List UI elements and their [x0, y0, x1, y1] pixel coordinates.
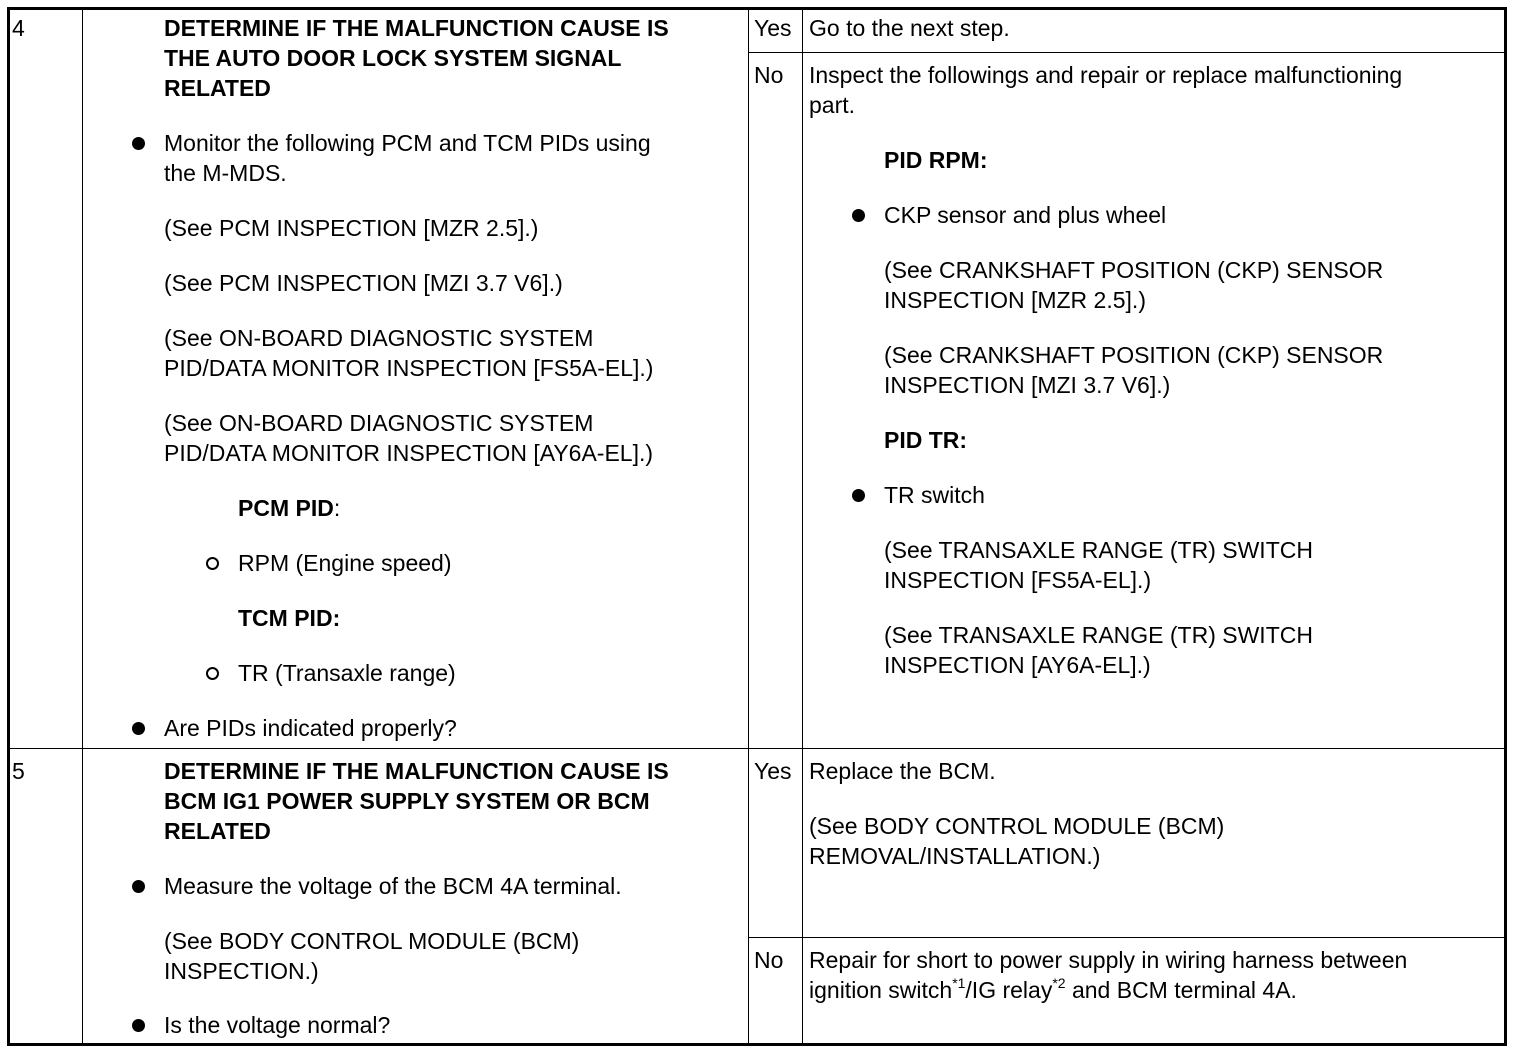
action-text: Monitor the following PCM and TCM PIDs using the M-MDS. — [164, 130, 651, 186]
yes-action: Replace the BCM. — [809, 758, 996, 784]
bullet-icon — [852, 209, 865, 222]
no-label: No — [754, 947, 784, 973]
col-divider-number — [82, 8, 83, 1044]
reference-link[interactable]: (See BODY CONTROL MODULE (BCM) REMOVAL/INSTALLATION.) — [809, 813, 1225, 869]
no-action: Repair for short to power supply in wiring harness between ignition switch$^{*1}$/IG relay$^{*2}$ and BCM terminal 4A. — [809, 947, 1408, 1003]
action-text: Measure the voltage of the BCM 4A terminal. — [164, 873, 622, 899]
pcm-pid-item: RPM (Engine speed) — [238, 550, 452, 576]
col-divider-result — [802, 8, 803, 1044]
bullet-icon — [132, 1019, 145, 1032]
row-divider-step4-yes-no — [748, 52, 1506, 53]
no-action: Inspect the followings and repair or replace malfunctioning part. — [809, 62, 1403, 118]
yes-label: Yes — [754, 15, 792, 41]
reference-link[interactable]: (See PCM INSPECTION [MZR 2.5].) — [164, 215, 539, 241]
yes-action: Go to the next step. — [809, 15, 1010, 41]
reference-link[interactable]: (See TRANSAXLE RANGE (TR) SWITCH INSPECTION [AY6A-EL].) — [884, 622, 1313, 678]
bullet-icon — [132, 880, 145, 893]
step-number: 4 — [12, 15, 25, 41]
question-text: Is the voltage normal? — [164, 1012, 391, 1038]
reference-link[interactable]: (See PCM INSPECTION [MZI 3.7 V6].) — [164, 270, 563, 296]
pid-rpm-label: PID RPM: — [884, 147, 988, 173]
tcm-pid-item: TR (Transaxle range) — [238, 660, 456, 686]
bullet-icon — [132, 137, 145, 150]
reference-link[interactable]: (See TRANSAXLE RANGE (TR) SWITCH INSPECTION [FS5A-EL].) — [884, 537, 1313, 593]
row-divider-step5-yes-no — [748, 937, 1506, 938]
bullet-icon — [132, 722, 145, 735]
circle-bullet-icon — [206, 557, 219, 570]
bullet-icon — [852, 489, 865, 502]
step-heading: DETERMINE IF THE MALFUNCTION CAUSE IS THE AUTO DOOR LOCK SYSTEM SIGNAL RELATED — [164, 15, 669, 101]
reference-link[interactable]: (See BODY CONTROL MODULE (BCM) INSPECTION.) — [164, 928, 580, 984]
pid-tr-item: TR switch — [884, 482, 985, 508]
reference-link[interactable]: (See CRANKSHAFT POSITION (CKP) SENSOR INSPECTION [MZI 3.7 V6].) — [884, 342, 1384, 398]
pid-rpm-item: CKP sensor and plus wheel — [884, 202, 1167, 228]
pid-tr-label: PID TR: — [884, 427, 968, 453]
no-label: No — [754, 62, 784, 88]
pcm-pid-label: PCM PID: — [238, 495, 341, 521]
step-number: 5 — [12, 758, 25, 784]
col-divider-yesno — [748, 8, 749, 1044]
question-text: Are PIDs indicated properly? — [164, 715, 457, 741]
tcm-pid-label: TCM PID: — [238, 605, 341, 631]
reference-link[interactable]: (See ON-BOARD DIAGNOSTIC SYSTEM PID/DATA MONITOR INSPECTION [FS5A-EL].) — [164, 325, 654, 381]
reference-link[interactable]: (See ON-BOARD DIAGNOSTIC SYSTEM PID/DATA MONITOR INSPECTION [AY6A-EL].) — [164, 410, 654, 466]
row-divider-step4-step5 — [8, 748, 1506, 749]
reference-link[interactable]: (See CRANKSHAFT POSITION (CKP) SENSOR INSPECTION [MZR 2.5].) — [884, 257, 1384, 313]
step-heading: DETERMINE IF THE MALFUNCTION CAUSE IS BCM IG1 POWER SUPPLY SYSTEM OR BCM RELATED — [164, 758, 669, 844]
yes-label: Yes — [754, 758, 792, 784]
circle-bullet-icon — [206, 667, 219, 680]
